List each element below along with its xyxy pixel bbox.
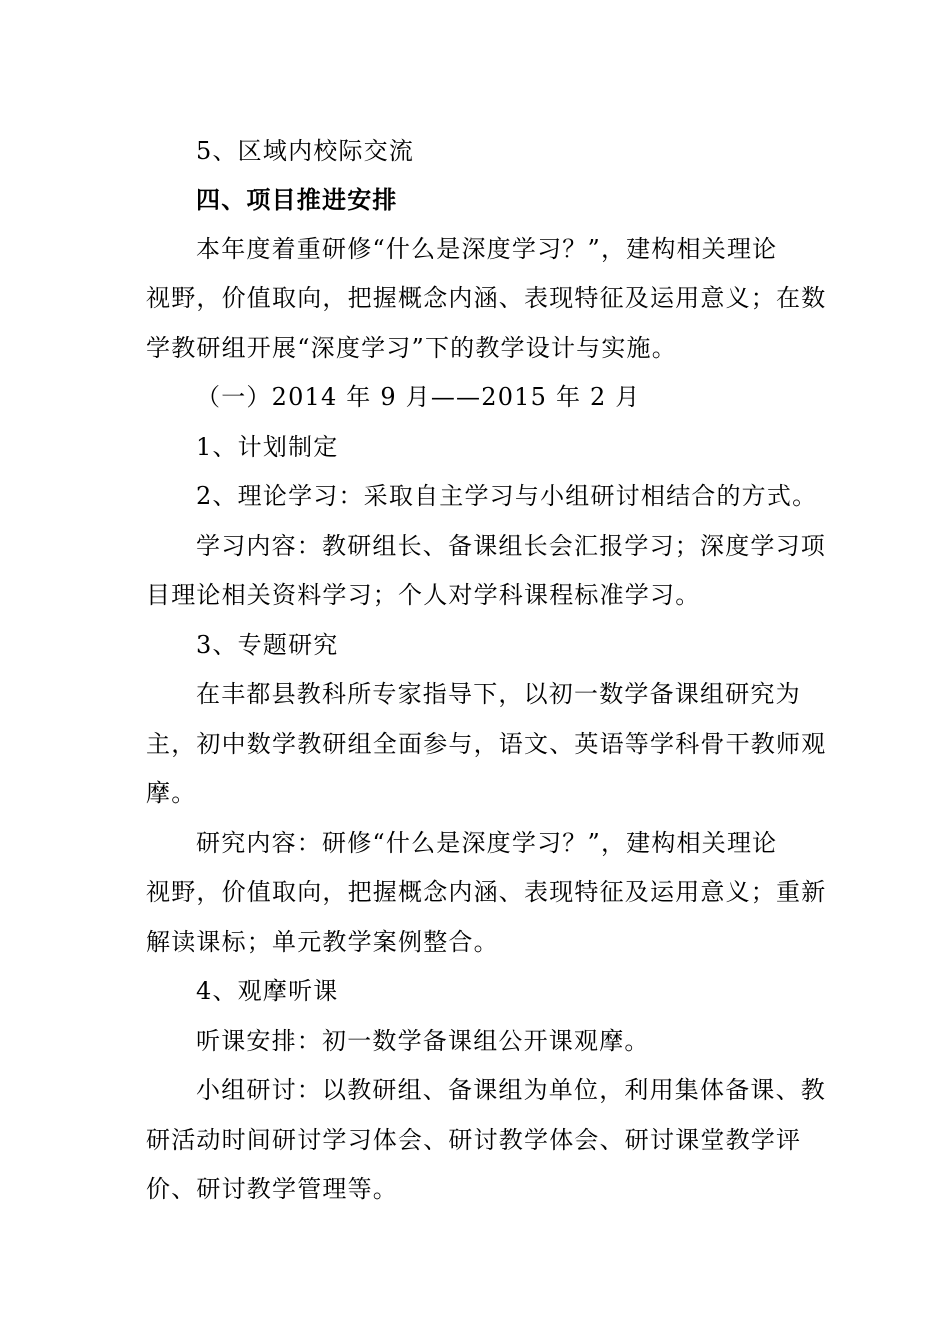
list-item-theory-study: 2、理论学习：采取自主学习与小组研讨相结合的方式。: [196, 482, 818, 510]
paragraph-line: 学教研组开展“深度学习”下的教学设计与实施。: [146, 334, 677, 362]
list-item-special-research: 3、专题研究: [196, 631, 339, 659]
paragraph-line: 视野，价值取向，把握概念内涵、表现特征及运用意义；在数: [146, 284, 827, 312]
list-item-plan: 1、计划制定: [196, 433, 339, 461]
paragraph-line: 视野，价值取向，把握概念内涵、表现特征及运用意义；重新: [146, 878, 827, 906]
paragraph-line: 在丰都县教科所专家指导下，以初一数学备课组研究为: [196, 680, 801, 708]
paragraph-line: 摩。: [146, 779, 197, 807]
paragraph-line: 听课安排：初一数学备课组公开课观摩。: [196, 1027, 650, 1055]
paragraph-line: 小组研讨：以教研组、备课组为单位，利用集体备课、教: [196, 1076, 826, 1104]
paragraph-line: 主，初中数学教研组全面参与，语文、英语等学科骨干教师观: [146, 730, 827, 758]
paragraph-line: 学习内容：教研组长、备课组长会汇报学习；深度学习项: [196, 532, 826, 560]
paragraph-line: 本年度着重研修“什么是深度学习？”，建构相关理论: [196, 235, 778, 263]
list-item-observation: 4、观摩听课: [196, 977, 339, 1005]
list-item-regional-exchange: 5、区域内校际交流: [196, 137, 415, 165]
paragraph-line: 目理论相关资料学习；个人对学科课程标准学习。: [146, 581, 701, 609]
paragraph-line: 研活动时间研讨学习体会、研讨教学体会、研讨课堂教学评: [146, 1126, 802, 1154]
subsection-heading: （一）2014 年 9 月——2015 年 2 月: [196, 383, 641, 411]
paragraph-line: 价、研讨教学管理等。: [146, 1175, 398, 1203]
paragraph-line: 解读课标；单元教学案例整合。: [146, 928, 499, 956]
section-heading: 四、项目推进安排: [196, 185, 398, 214]
paragraph-line: 研究内容：研修“什么是深度学习？”，建构相关理论: [196, 829, 778, 857]
